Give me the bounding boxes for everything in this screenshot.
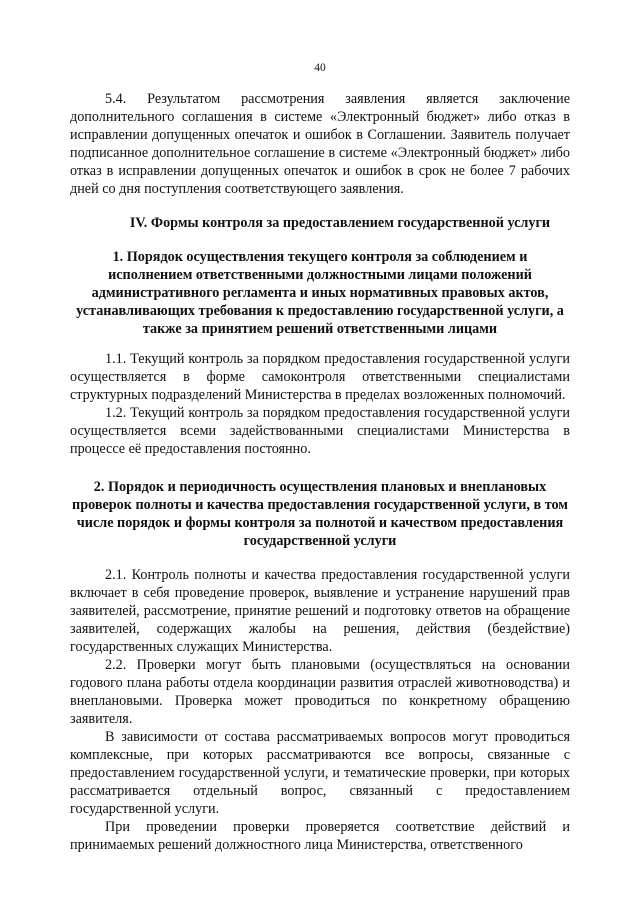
document-body <box>70 90 570 854</box>
paragraph-1-1: 1.1. Текущий контроль за порядком предоставления государственной услуги осуществляется в форме самоконтроля ответственными специалистами структурных подразделений Министерства в пределах возложенных полномочий. <box>70 351 570 403</box>
section-heading: IV. Формы контроля за предоставлением государственной услуги <box>129 215 551 231</box>
paragraph-1-2: 1.2. Текущий контроль за порядком предоставления государственной услуги осуществляется всеми задействованными специалистами Министерства в процессе её предоставления постоянно. <box>70 405 570 457</box>
paragraph-inspection-check: При проведении проверки проверяется соответствие действий и принимаемых решений должностного лица Министерства, ответственного <box>70 819 570 853</box>
paragraph-2-1: 2.1. Контроль полноты и качества предоставления государственной услуги включает в себя проведение проверок, выявление и устранение нарушений прав заявителей, рассмотрение, принятие решений и подготовку ответов на обращение заявителей, содержащих жалобы на решения, действия (бездействие) государственных служащих Министерства. <box>70 567 570 655</box>
paragraph-2-2: 2.2. Проверки могут быть плановыми (осуществляться на основании годового плана работы отдела координации развития отраслей животноводства) и внеплановыми. Проверка может проводиться по конкретному обращению заявителя. <box>70 657 570 727</box>
paragraph-5-4: 5.4. Результатом рассмотрения заявления является заключение дополнительного соглашения в системе «Электронный бюджет» либо отказ в исправлении допущенных опечаток и ошибок в Соглашении. Заявитель получает подписанное дополнительное соглашение в системе «Электронный бюджет» либо отказ в исправлении допущенных опечаток и ошибок в срок не более 7 рабочих дней со дня поступления соответствующего заявления. <box>70 91 570 197</box>
page-number: 40 <box>314 62 326 74</box>
subsection-heading-2: 2. Порядок и периодичность осуществления плановых и внеплановых проверок полноты и качества предоставления государственной услуги, в том числе порядок и формы контроля за полнотой и качеством предоставления государственной услуги <box>72 479 568 549</box>
subsection-heading-1: 1. Порядок осуществления текущего контроля за соблюдением и исполнением ответственными должностными лицами положений административного регламента и иных нормативных правовых актов, устанавливающих требования к предоставлению государственной услуги, а также за принятием решений ответственными лицами <box>76 249 564 337</box>
paragraph-inspection-types: В зависимости от состава рассматриваемых вопросов могут проводиться комплексные, при которых рассматриваются все вопросы, связанные с предоставлением государственной услуги, и тематические проверки, при которых рассматривается отдельный вопрос, связанный с предоставлением государственной услуги. <box>70 729 570 817</box>
